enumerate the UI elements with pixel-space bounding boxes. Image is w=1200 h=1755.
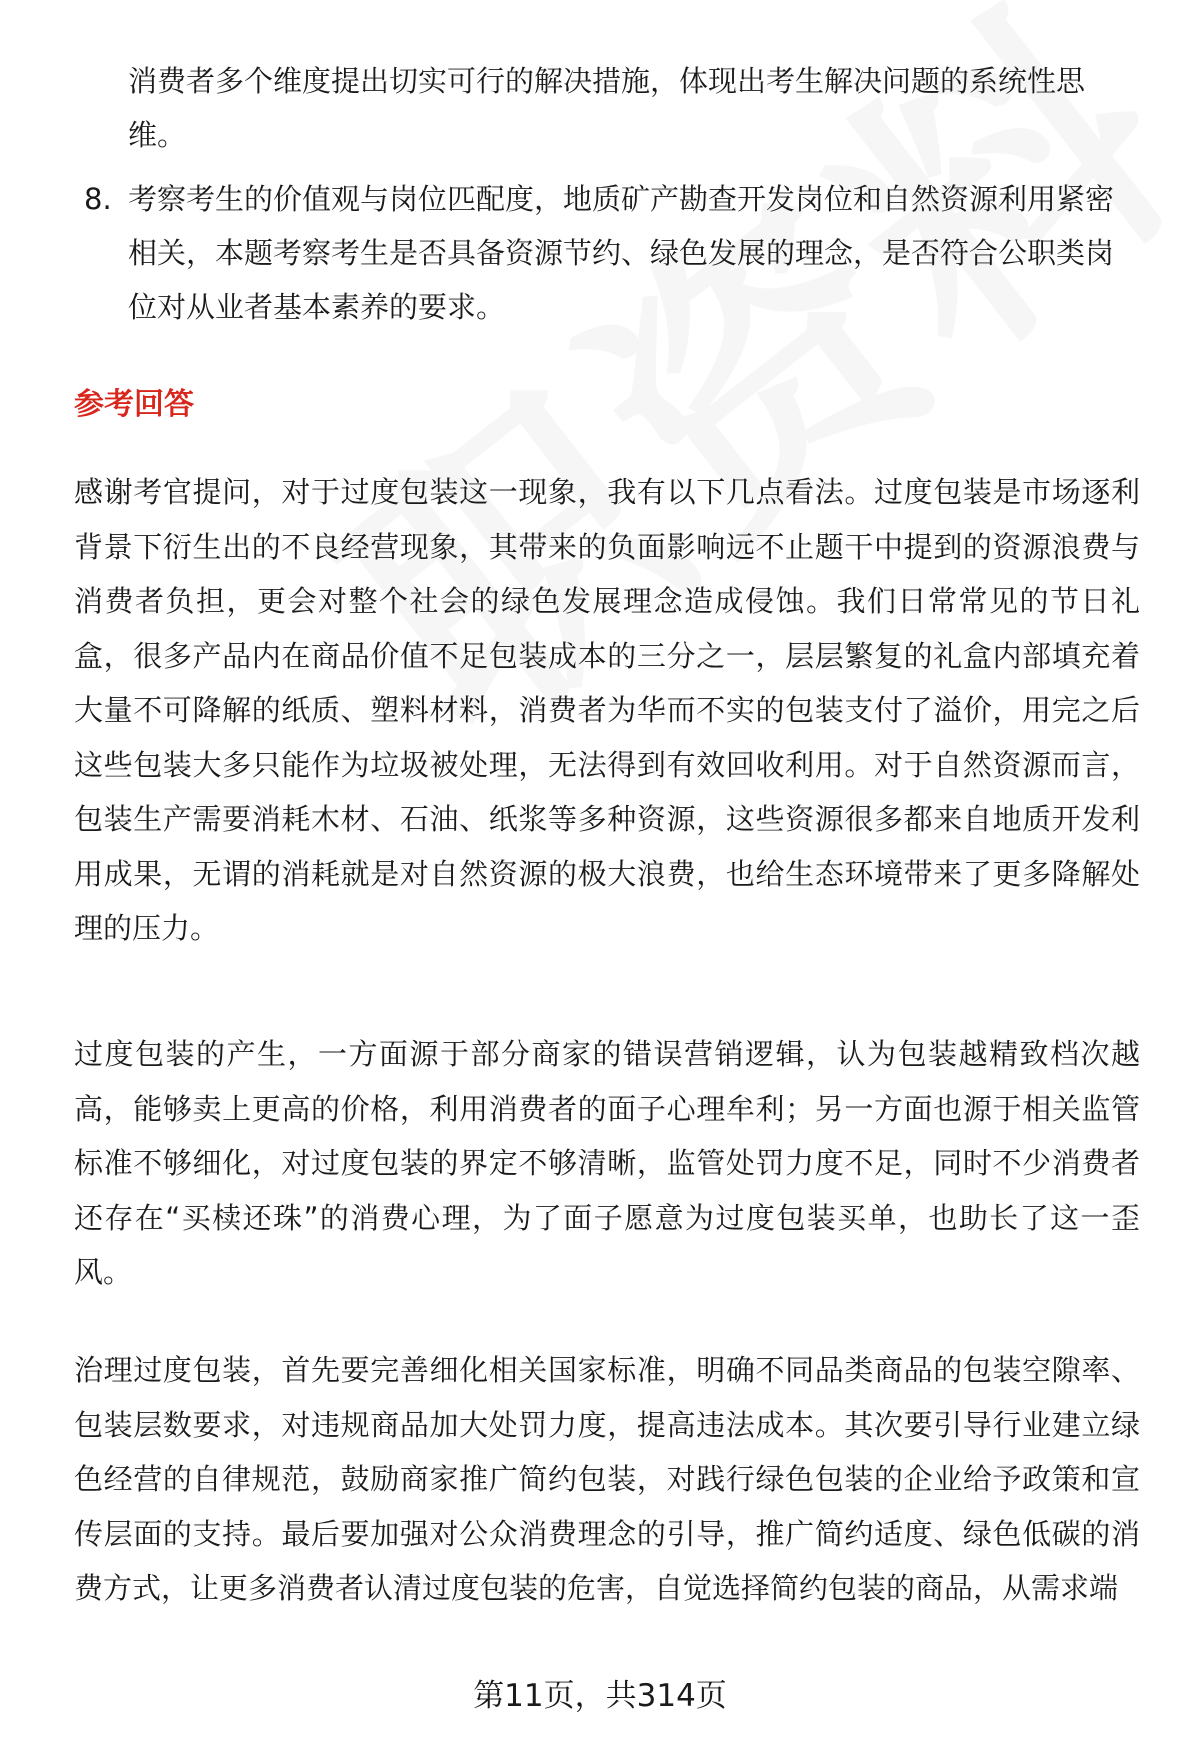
- answer-paragraph-3: 治理过度包装，首先要完善细化相关国家标准，明确不同品类商品的包装空隙率、包装层数要求，对违规商品加大处罚力度，提高违法成本。其次要引导行业建立绿色经营的自律规范，鼓励商家推广简约包装，对践行绿色包装的企业给予政策和宣传层面的支持。最后要加强对公众消费理念的引导，推广简约适度、绿色低碳的消费方式，让更多消费者认清过度包装的危害，自觉选择简约包装的商品，从需求端: [74, 1353, 1140, 1605]
- list-item-8: [84, 172, 1138, 334]
- section-heading: 参考回答: [74, 387, 194, 422]
- answer-paragraph-1: 感谢考官提问，对于过度包装这一现象，我有以下几点看法。过度包装是市场逐利背景下衍生出的不良经营现象，其带来的负面影响远不止题干中提到的资源浪费与消费者负担，更会对整个社会的绿色发展理念造成侵蚀。我们日常常见的节日礼盒，很多产品内在商品价值不足包装成本的三分之一，层层繁复的礼盒内部填充着大量不可降解的纸质、塑料材料，消费者为华而不实的包装支付了溢价，用完之后这些包装大多只能作为垃圾被处理，无法得到有效回收利用。对于自然资源而言，包装生产需要消耗木材、石油、纸浆等多种资源，这些资源很多都来自地质开发利用成果，无谓的消耗就是对自然资源的极大浪费，也给生态环境带来了更多降解处理的压力。: [74, 475, 1140, 945]
- list-item-text: 考察考生的价值观与岗位匹配度，地质矿产勘查开发岗位和自然资源利用紧密相关，本题考察考生是否具备资源节约、绿色发展的理念，是否符合公职类岗位对从业者基本素养的要求。: [128, 182, 1115, 324]
- list-item-number: 8.: [84, 182, 112, 216]
- page-footer: 第11页，共314页: [473, 1678, 727, 1714]
- answer-paragraph-2: 过度包装的产生，一方面源于部分商家的错误营销逻辑，认为包装越精致档次越高，能够卖上更高的价格，利用消费者的面子心理牟利；另一方面也源于相关监管标准不够细化，对过度包装的界定不够清晰，监管处罚力度不足，同时不少消费者还存在“买椟还珠”的消费心理，为了面子愿意为过度包装买单，也助长了这一歪风。: [74, 1037, 1140, 1289]
- continuation-text: 消费者多个维度提出切实可行的解决措施，体现出考生解决问题的系统性思维。: [128, 64, 1086, 152]
